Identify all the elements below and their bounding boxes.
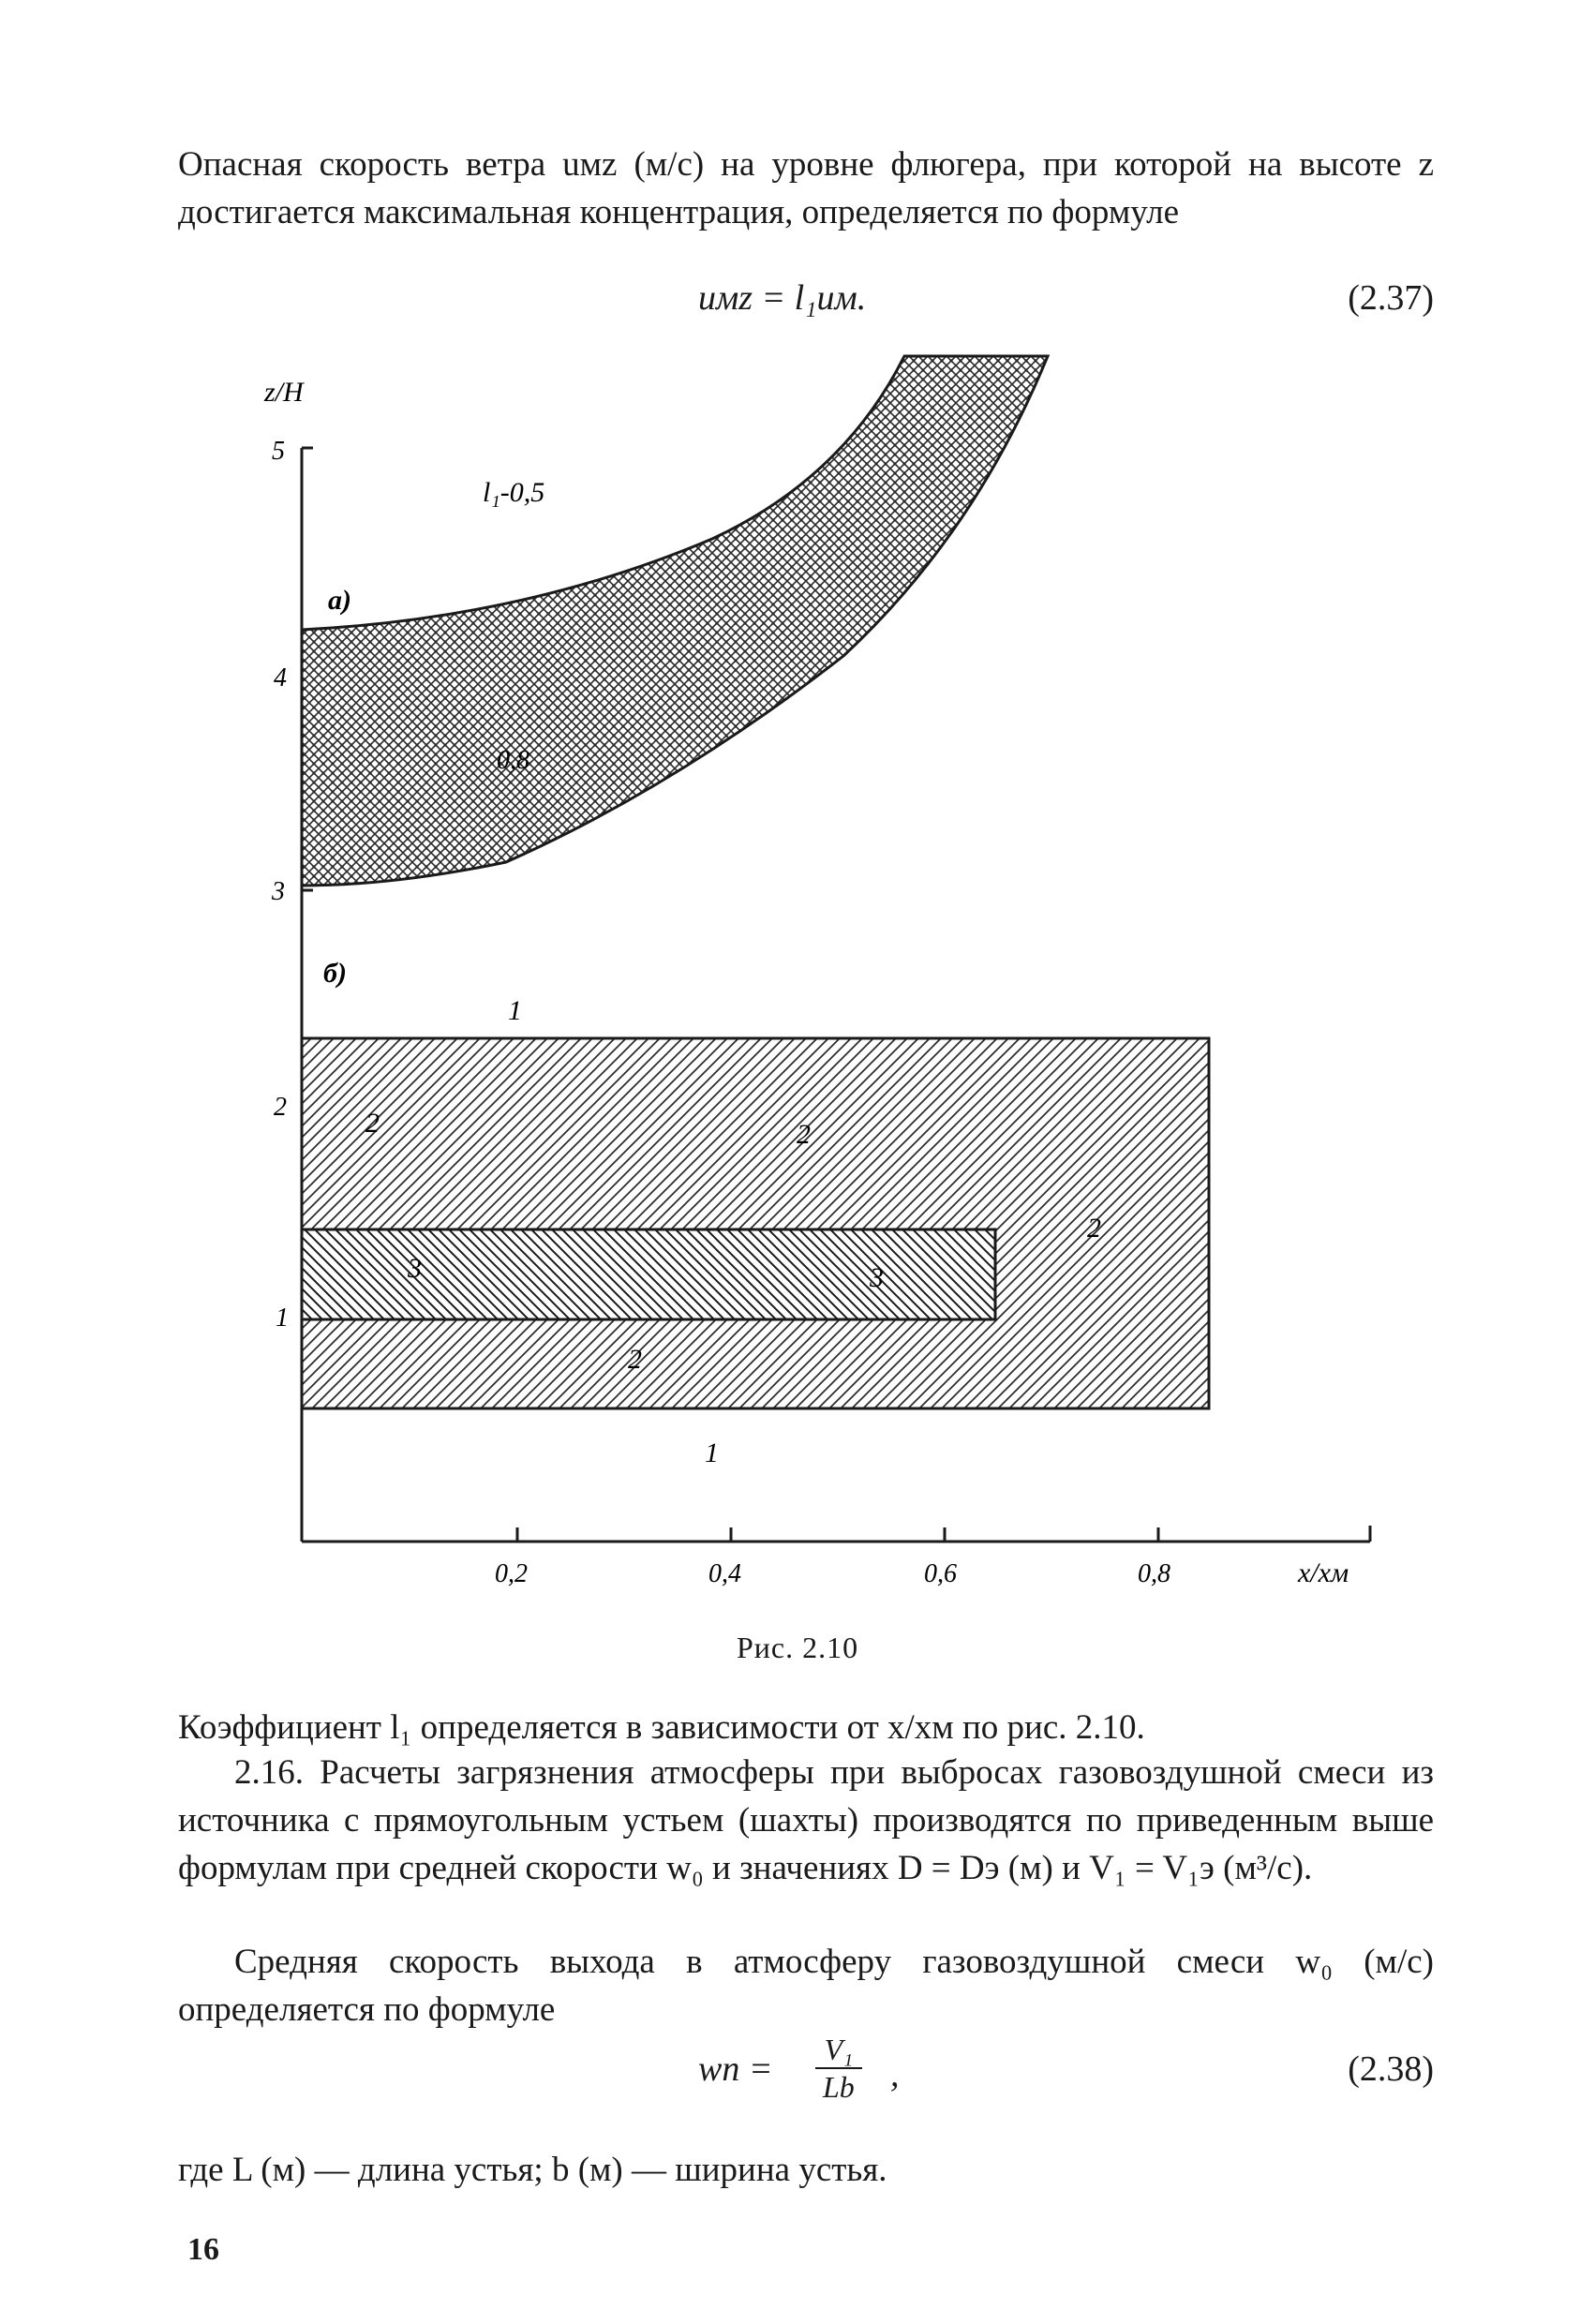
formula-2-37-number: (2.37) [1348, 278, 1434, 318]
region-label-2-lower: 2 [628, 1344, 642, 1375]
section-2-16-paragraph: 2.16. Расчеты загрязнения атмосферы при выбросах газовоздушной смеси из источника с прямоугольным устьем (шахты) производятся по приведенным выше формулам при средней скорости w₀ и значениях D = Dэ (м) и V₁ = V₁э (м³/с). [178, 1753, 1434, 1887]
intro-paragraph: Опасная скорость ветра uмz (м/с) на уровне флюгера, при которой на высоте z достигается максимальная концентрация, определяется по формуле [178, 145, 1434, 231]
x-axis-label: x/xм [1298, 1557, 1349, 1588]
region-label-3-left: 3 [408, 1253, 422, 1284]
formula-2-38-numerator: V₁ [815, 2032, 862, 2069]
region-label-3-right: 3 [870, 1262, 884, 1293]
x-tick-0-6: 0,6 [924, 1559, 957, 1588]
y-tick-3: 3 [272, 877, 285, 906]
x-tick-0-2: 0,2 [495, 1559, 528, 1588]
region-label-1-top: 1 [508, 995, 522, 1026]
x-tick-0-8: 0,8 [1138, 1559, 1170, 1588]
formula-2-38-number: (2.38) [1348, 2049, 1434, 2089]
y-axis-label: z/H [264, 377, 304, 408]
panel-a-band [302, 356, 1048, 886]
y-tick-2: 2 [274, 1093, 287, 1122]
page-number: 16 [187, 2232, 219, 2267]
region-label-2-right: 2 [1087, 1213, 1101, 1244]
formula-2-38 [178, 2032, 1434, 2116]
panel-b-region-3 [302, 1229, 995, 1319]
panel-b-region-2 [302, 1038, 1209, 1408]
coefficient-paragraph: Коэффициент l₁ определяется в зависимости от x/xм по рис. 2.10. [178, 1708, 1145, 1747]
where-paragraph: где L (м) — длина устья; b (м) — ширина устья. [178, 2151, 887, 2189]
panel-a-annotation: l₁-0,5 [483, 477, 545, 508]
region-label-2-mid: 2 [797, 1119, 811, 1150]
velocity-paragraph: Средняя скорость выхода в атмосферу газовоздушной смеси w₀ (м/с) определяется по формуле [178, 1943, 1434, 2029]
formula-2-37-expression: uмz = l₁uм. [698, 278, 867, 318]
panel-a-label: а) [328, 585, 351, 616]
panel-a-band-label: 0,8 [497, 746, 529, 775]
y-tick-4: 4 [274, 663, 287, 693]
y-tick-5: 5 [272, 437, 285, 466]
formula-2-38-trail: , [890, 2055, 900, 2094]
region-label-2-left: 2 [365, 1108, 380, 1139]
figure-2-10 [0, 337, 1595, 1649]
y-tick-1: 1 [276, 1304, 289, 1333]
region-label-1-bottom: 1 [705, 1438, 719, 1468]
formula-2-37 [178, 277, 1434, 334]
formula-2-38-lhs: wп = [698, 2049, 773, 2089]
formula-2-38-denominator: Lb [823, 2070, 855, 2104]
x-tick-0-4: 0,4 [708, 1559, 741, 1588]
figure-caption: Рис. 2.10 [736, 1631, 859, 1664]
formula-2-38-fraction [815, 2032, 862, 2105]
panel-b-label: б) [323, 958, 347, 989]
